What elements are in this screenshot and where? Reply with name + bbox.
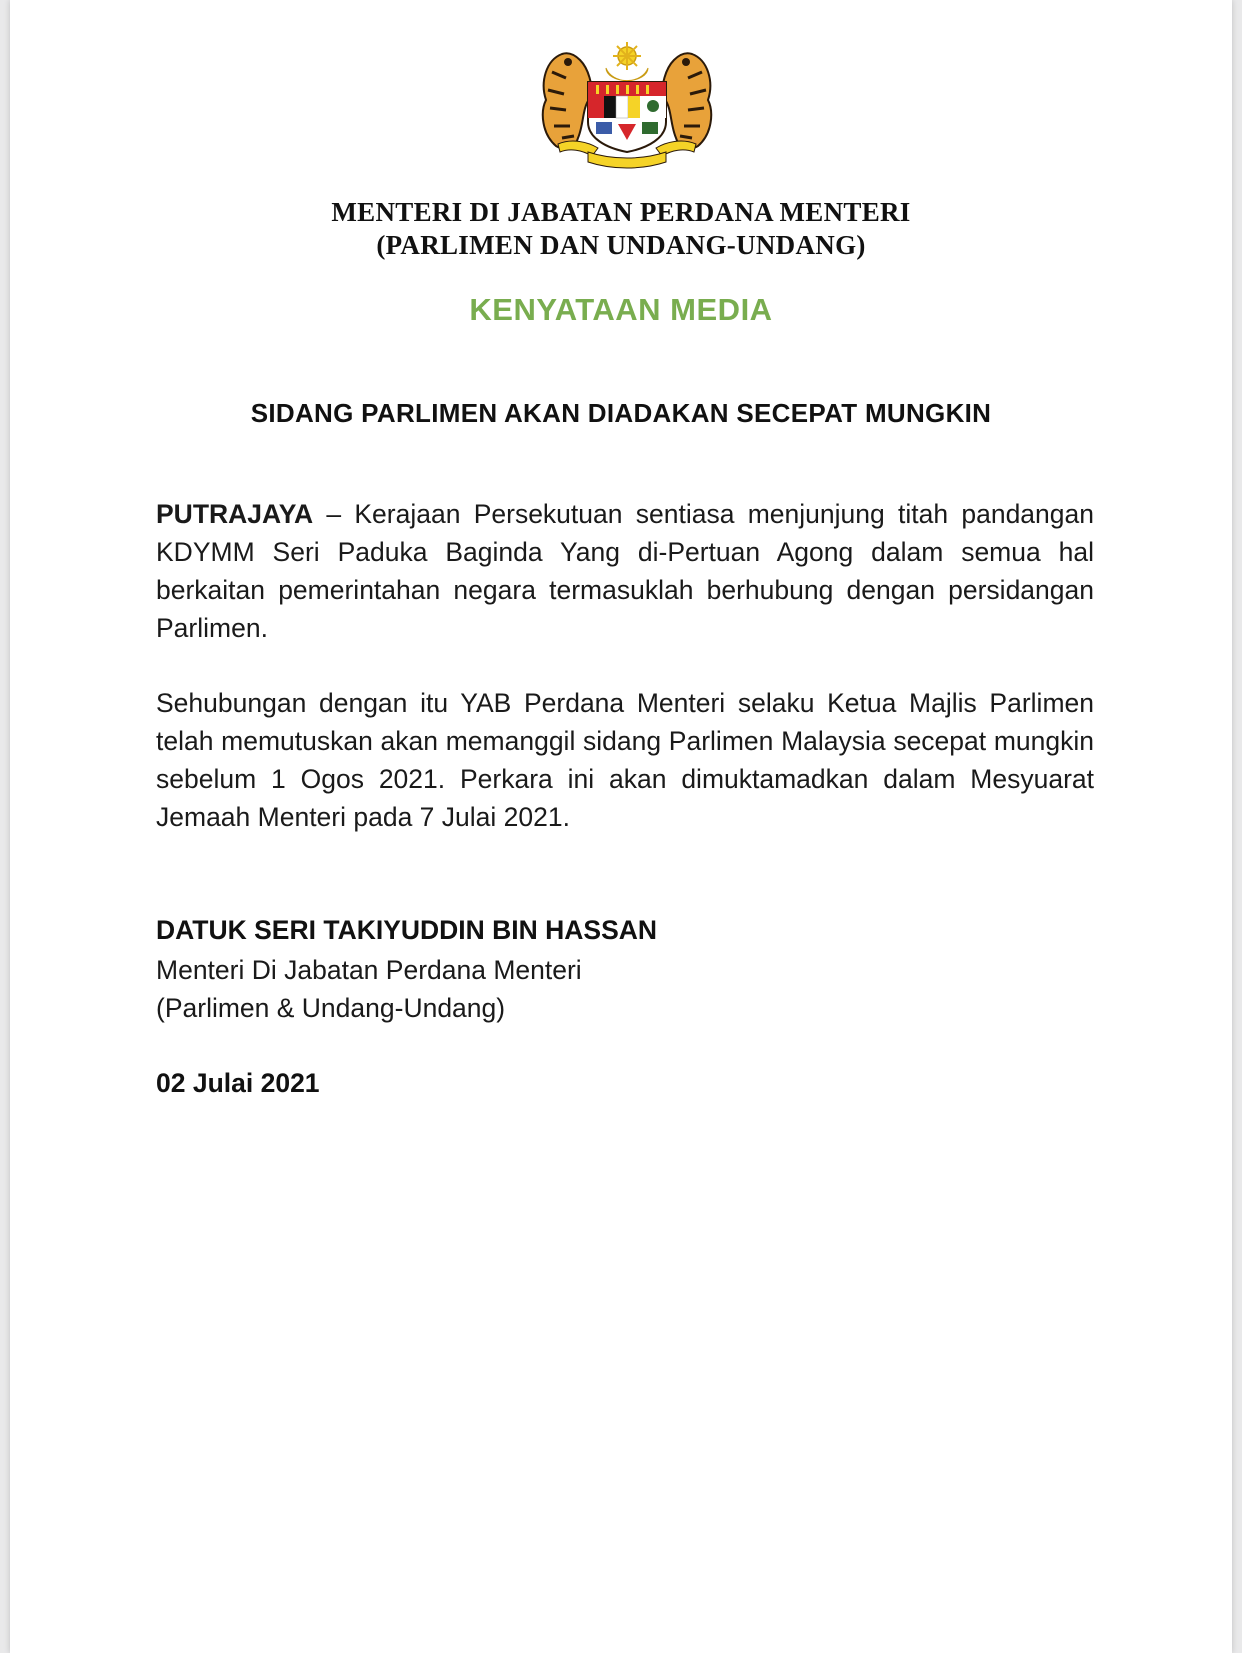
- statement-date: 02 Julai 2021: [156, 1068, 320, 1098]
- statement-headline: SIDANG PARLIMEN AKAN DIADAKAN SECEPAT MUNGKIN: [250, 398, 992, 428]
- body-paragraph-2: Sehubungan dengan itu YAB Perdana Menteri selaku Ketua Majlis Parlimen telah memutuskan akan memanggil sidang Parlimen Malaysia secepat mungkin sebelum 1 Ogos 2021. Perkara ini akan dimuktamadkan dalam Mesyuarat Jemaah Menteri pada 7 Julai 2021.: [156, 688, 1094, 832]
- document-page: [10, 0, 1232, 1653]
- signatory-portfolio: (Parlimen & Undang-Undang): [156, 993, 506, 1023]
- office-subtitle: (PARLIMEN DAN UNDANG-UNDANG): [376, 230, 866, 260]
- dateline: PUTRAJAYA: [156, 499, 314, 529]
- office-title: MENTERI DI JABATAN PERDANA MENTERI: [331, 197, 911, 227]
- coat-of-arms-icon: [532, 42, 722, 170]
- signatory-name: DATUK SERI TAKIYUDDIN BIN HASSAN: [156, 915, 658, 945]
- media-statement-label: KENYATAAN MEDIA: [469, 292, 773, 327]
- body-paragraph-1: [156, 495, 1094, 647]
- signatory-title: Menteri Di Jabatan Perdana Menteri: [156, 955, 582, 985]
- paragraph-1-text: – Kerajaan Persekutuan sentiasa menjunjung titah pandangan KDYMM Seri Paduka Baginda Yang di-Pertuan Agong dalam semua hal berkaitan pemerintahan negara termasuklah berhubung dengan persidangan Parlimen.: [156, 499, 1094, 643]
